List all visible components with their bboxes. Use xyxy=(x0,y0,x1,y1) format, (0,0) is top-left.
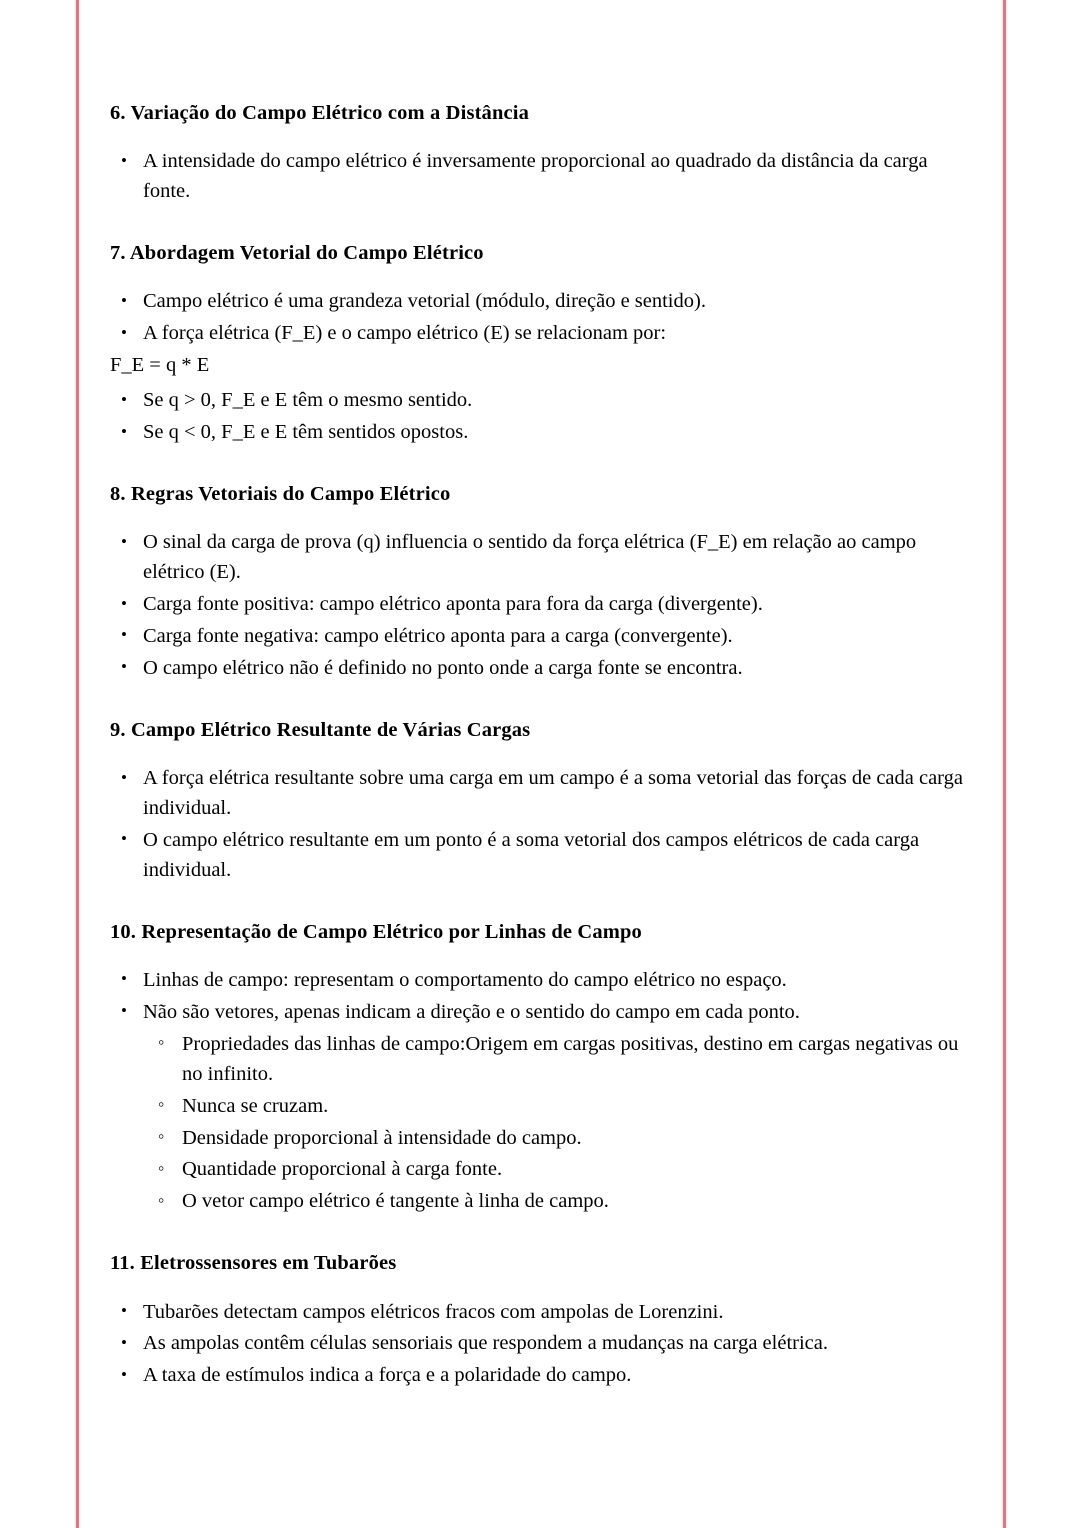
list-item: • Tubarões detectam campos elétricos fracos com ampolas de Lorenzini. xyxy=(110,1298,976,1328)
sub-bullet-list xyxy=(110,1030,976,1218)
section-heading: 9. Campo Elétrico Resultante de Várias Cargas xyxy=(110,718,531,741)
section-11 xyxy=(110,1250,976,1391)
bullet-list xyxy=(110,966,976,1028)
bullet-list xyxy=(110,147,976,207)
section-9 xyxy=(110,717,976,886)
section-heading: 7. Abordagem Vetorial do Campo Elétrico xyxy=(110,242,484,265)
list-item: • O campo elétrico não é definido no ponto onde a carga fonte se encontra. xyxy=(110,654,976,684)
bullet-list xyxy=(110,1298,976,1392)
section-heading: 8. Regras Vetoriais do Campo Elétrico xyxy=(110,482,451,505)
list-item: • Se q > 0, F_E e E têm o mesmo sentido. xyxy=(110,386,976,416)
right-margin-rule xyxy=(1003,0,1006,1528)
list-item: • Carga fonte positiva: campo elétrico aponta para fora da carga (divergente). xyxy=(110,590,976,620)
sub-list-item: ◦ O vetor campo elétrico é tangente à linha de campo. xyxy=(110,1187,976,1217)
list-item: • A força elétrica (F_E) e o campo elétrico (E) se relacionam por: xyxy=(110,319,976,349)
sub-list-item: ◦ Densidade proporcional à intensidade do campo. xyxy=(110,1124,976,1154)
list-item: • A força elétrica resultante sobre uma carga em um campo é a soma vetorial das forças de cada carga individual. xyxy=(110,764,976,824)
bullet-list xyxy=(110,764,976,886)
list-item: • O campo elétrico resultante em um ponto é a soma vetorial dos campos elétricos de cada carga individual. xyxy=(110,826,976,886)
list-item: • Campo elétrico é uma grandeza vetorial (módulo, direção e sentido). xyxy=(110,287,976,317)
sub-list-item: ◦ Nunca se cruzam. xyxy=(110,1092,976,1122)
section-heading: 6. Variação do Campo Elétrico com a Distância xyxy=(110,102,529,124)
section-heading: 10. Representação de Campo Elétrico por Linhas de Campo xyxy=(110,920,642,943)
list-item: • O sinal da carga de prova (q) influencia o sentido da força elétrica (F_E) em relação ao campo elétrico (E). xyxy=(110,528,976,588)
bullet-list xyxy=(110,287,976,349)
list-item: • A intensidade do campo elétrico é inversamente proporcional ao quadrado da distância da carga fonte. xyxy=(110,147,976,207)
left-margin-rule xyxy=(76,0,79,1528)
section-8 xyxy=(110,481,976,684)
section-6 xyxy=(110,100,976,207)
section-heading: 11. Eletrossensores em Tubarões xyxy=(110,1252,397,1275)
formula-line: F_E = q * E xyxy=(110,354,210,377)
section-7 xyxy=(110,240,976,448)
bullet-list-after-formula xyxy=(110,386,976,448)
document-content xyxy=(110,100,976,1393)
list-item: • Não são vetores, apenas indicam a direção e o sentido do campo em cada ponto. xyxy=(110,998,976,1028)
list-item: • Se q < 0, F_E e E têm sentidos opostos. xyxy=(110,418,976,448)
sub-list-item: ◦ Quantidade proporcional à carga fonte. xyxy=(110,1155,976,1185)
list-item: • As ampolas contêm células sensoriais que respondem a mudanças na carga elétrica. xyxy=(110,1329,976,1359)
sub-list-item: ◦ Propriedades das linhas de campo:Origem em cargas positivas, destino em cargas negativas ou no infinito. xyxy=(110,1030,976,1090)
bullet-list xyxy=(110,528,976,684)
list-item: • Linhas de campo: representam o comportamento do campo elétrico no espaço. xyxy=(110,966,976,996)
list-item: • Carga fonte negativa: campo elétrico aponta para a carga (convergente). xyxy=(110,622,976,652)
list-item: • A taxa de estímulos indica a força e a polaridade do campo. xyxy=(110,1361,976,1391)
section-10 xyxy=(110,919,976,1218)
